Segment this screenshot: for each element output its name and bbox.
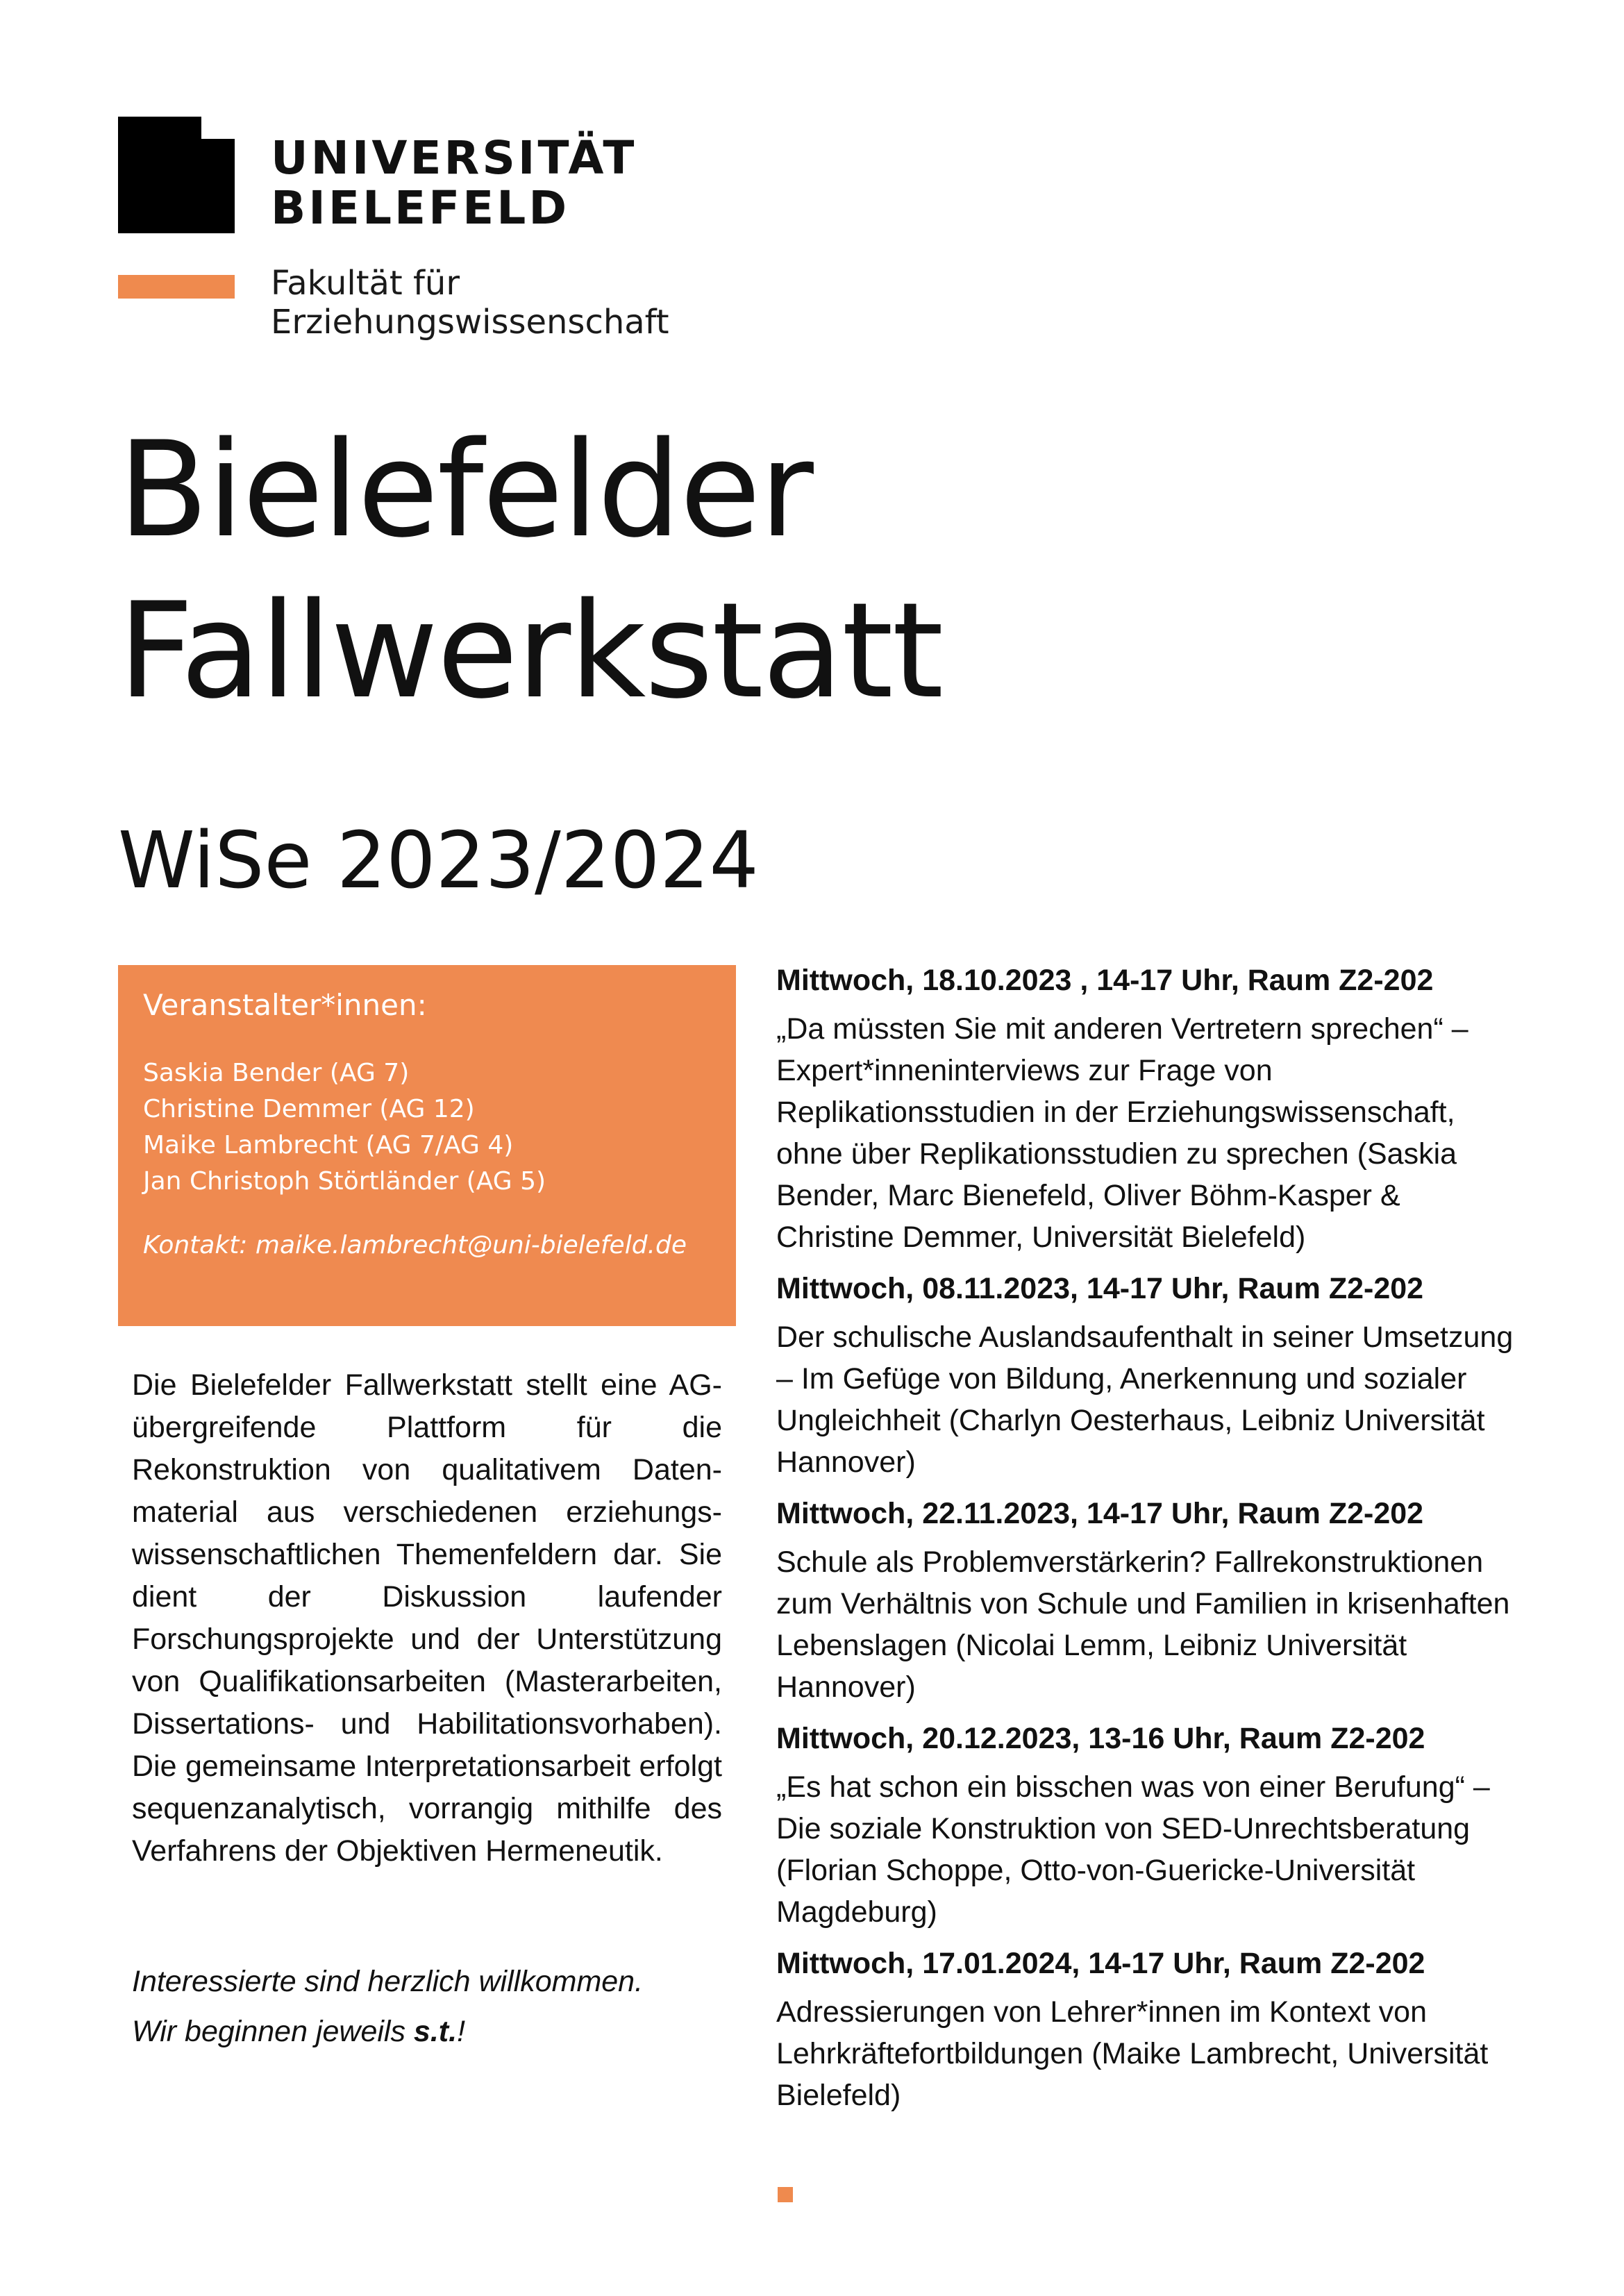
session-entry — [776, 1491, 1526, 1708]
start-note-suffix: ! — [457, 2015, 466, 2048]
session-entry — [776, 1716, 1526, 1933]
organizer-item: Jan Christoph Störtländer (AG 5) — [143, 1167, 546, 1196]
end-marker-square — [778, 2187, 793, 2202]
faculty-name-line2: Erziehungswissenschaft — [271, 303, 669, 342]
start-note-st: s.t. — [413, 2015, 458, 2048]
session-topic: „Es hat schon ein bisschen was von einer Berufung“ – Die soziale Konstruktion von SED-Unrechtsberatung (Florian Schoppe, Otto-von-Guericke-Universität Magdeburg) — [776, 1770, 1490, 1929]
session-topic: „Da müssten Sie mit anderen Vertretern sprechen“ – Expert*inneninterviews zur Frage von Replikationsstudien in der Erziehungswissenschaft, ohne über Replikationsstudien zu sprechen (Saskia Bender, Marc Bienefeld, Oliver Böhm-Kasper & Christine Demmer, Universität Bielefeld) — [776, 1012, 1468, 1254]
description-paragraph: Die Bielefelder Fallwerkstatt stellt eine AG-übergreifende Plattform für die Rekonstruktion von qualitativem Datenmaterial aus verschiedenen erziehungswissenschaftlichen Themenfeldern dar. Sie dient der Diskussion laufender Forschungsprojekte und der Unterstützung von Qualifikationsarbeiten (Masterarbeiten, Dissertations- und Habilitationsvorhaben). Die gemeinsame Interpretationsarbeit erfolgt sequenzanalytisch, vorrangig mithilfe des Verfahrens der Objektiven Hermeneutik. — [132, 1368, 722, 1868]
faculty-name — [271, 264, 669, 342]
page-title — [118, 410, 942, 732]
university-name — [271, 133, 637, 233]
session-date: Mittwoch, 18.10.2023 , 14-17 Uhr, Raum Z2-202 — [776, 964, 1434, 997]
session-date: Mittwoch, 22.11.2023, 14-17 Uhr, Raum Z2-202 — [776, 1497, 1424, 1530]
session-topic: Der schulische Auslandsaufenthalt in seiner Umsetzung – Im Gefüge von Bildung, Anerkennung und sozialer Ungleichheit (Charlyn Oesterhaus, Leibniz Universität Hannover) — [776, 1321, 1514, 1479]
organizers-heading: Veranstalter*innen: — [143, 988, 427, 1022]
page-title-line1: Bielefelder — [118, 413, 812, 567]
page-title-line2: Fallwerkstatt — [118, 574, 943, 728]
organizers-box — [118, 965, 736, 1326]
welcome-note: Interessierte sind herzlich willkommen. — [132, 1965, 644, 1998]
faculty-accent-bar — [118, 275, 235, 299]
start-note-prefix: Wir beginnen jeweils — [132, 2015, 414, 2048]
session-topic: Schule als Problemverstärkerin? Fallrekonstruktionen zum Verhältnis von Schule und Familien in krisenhaften Lebenslagen (Nicolai Lemm, Leibniz Universität Hannover) — [776, 1545, 1510, 1704]
session-date: Mittwoch, 20.12.2023, 13-16 Uhr, Raum Z2-202 — [776, 1722, 1425, 1755]
session-date: Mittwoch, 17.01.2024, 14-17 Uhr, Raum Z2-202 — [776, 1947, 1425, 1980]
organizer-item: Christine Demmer (AG 12) — [143, 1095, 475, 1123]
start-time-note — [132, 2015, 465, 2049]
session-date: Mittwoch, 08.11.2023, 14-17 Uhr, Raum Z2-202 — [776, 1272, 1424, 1305]
organizer-item: Saskia Bender (AG 7) — [143, 1059, 410, 1087]
faculty-name-line1: Fakultät für — [271, 264, 460, 303]
contact-email[interactable]: Kontakt: maike.lambrecht@uni-bielefeld.de — [143, 1231, 687, 1259]
session-entry — [776, 1266, 1526, 1483]
university-name-line1: UNIVERSITÄT — [271, 131, 637, 185]
session-topic: Adressierungen von Lehrer*innen im Kontext von Lehrkräftefortbildungen (Maike Lambrecht, Universität Bielefeld) — [776, 1995, 1489, 2112]
session-entry — [776, 1941, 1526, 2116]
university-name-line2: BIELEFELD — [271, 181, 570, 235]
organizer-item: Maike Lambrecht (AG 7/AG 4) — [143, 1131, 514, 1159]
semester-label: WiSe 2023/2024 — [118, 816, 759, 906]
session-schedule — [776, 958, 1526, 2125]
university-logo-mark — [118, 117, 235, 233]
session-entry — [776, 958, 1526, 1258]
